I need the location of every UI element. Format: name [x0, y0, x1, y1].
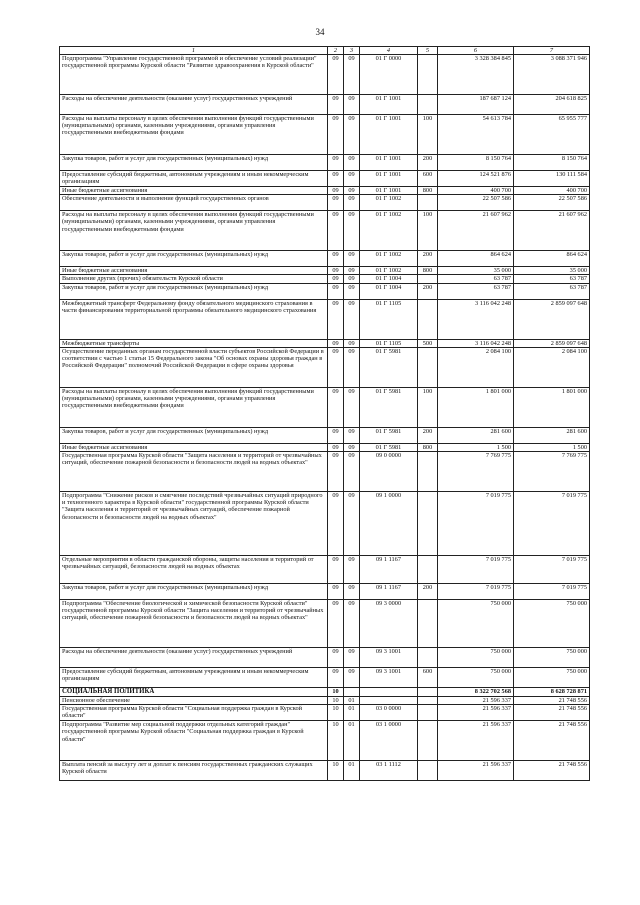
table-row [60, 600, 590, 648]
expense-type-cell: 200 [418, 251, 438, 267]
expense-type-cell [418, 705, 438, 721]
amount-year2-cell: 21 607 962 [514, 211, 590, 251]
amount-year1-cell: 750 000 [438, 648, 514, 668]
table-row [60, 668, 590, 688]
subsection-code-cell: 09 [344, 211, 360, 251]
expense-type-cell [418, 299, 438, 339]
subsection-code-cell: 09 [344, 115, 360, 155]
section-code-cell: 09 [328, 195, 344, 211]
subsection-code-cell: 09 [344, 427, 360, 443]
section-code-cell: 09 [328, 668, 344, 688]
subsection-code-cell: 09 [344, 600, 360, 648]
expense-type-cell: 100 [418, 115, 438, 155]
expense-type-cell: 100 [418, 387, 438, 427]
amount-year1-cell: 8 322 702 568 [438, 688, 514, 697]
row-name-cell: Расходы на обеспечение деятельности (оказание услуг) государственных учреждений [60, 95, 328, 115]
row-name-cell: Межбюджетные трансферты [60, 339, 328, 347]
table-row [60, 584, 590, 600]
column-header: 6 [438, 47, 514, 55]
section-code-cell: 09 [328, 387, 344, 427]
table-row [60, 211, 590, 251]
target-article-cell: 01 Г 5981 [360, 427, 418, 443]
target-article-cell: 01 Г 1002 [360, 267, 418, 275]
target-article-cell: 01 Г 1002 [360, 195, 418, 211]
amount-year1-cell: 124 521 876 [438, 171, 514, 187]
amount-year1-cell: 54 613 784 [438, 115, 514, 155]
amount-year1-cell: 1 500 [438, 443, 514, 451]
amount-year1-cell: 21 596 337 [438, 697, 514, 705]
target-article-cell: 09 3 0000 [360, 600, 418, 648]
section-code-cell: 09 [328, 187, 344, 195]
subsection-code-cell: 09 [344, 347, 360, 387]
amount-year1-cell: 63 787 [438, 283, 514, 299]
amount-year2-cell: 130 111 584 [514, 171, 590, 187]
expense-type-cell [418, 95, 438, 115]
amount-year2-cell: 35 000 [514, 267, 590, 275]
target-article-cell: 03 1 1112 [360, 761, 418, 781]
row-name-cell: Пенсионное обеспечение [60, 697, 328, 705]
table-row [60, 697, 590, 705]
subsection-code-cell: 09 [344, 584, 360, 600]
row-name-cell: Предоставление субсидий бюджетным, автономным учреждениям и иным некоммерческим организациям [60, 171, 328, 187]
table-row [60, 275, 590, 283]
row-name-cell: Государственная программа Курской области "Защита населения и территорий от чрезвычайных ситуаций, обеспечение пожарной безопасности и безопасности людей на водных объектах" [60, 452, 328, 492]
row-name-cell: Подпрограмма "Обеспечение биологической и химической безопасности Курской области" государственной программы Курской области "Защита населения и территорий от чрезвычайных ситуаций, обеспечение пожарной безопасности и безопасности людей на водных объектах" [60, 600, 328, 648]
expense-type-cell [418, 697, 438, 705]
target-article-cell: 01 Г 1001 [360, 95, 418, 115]
amount-year1-cell: 750 000 [438, 600, 514, 648]
expense-type-cell [418, 761, 438, 781]
subsection-code-cell: 09 [344, 95, 360, 115]
amount-year2-cell: 8 628 728 871 [514, 688, 590, 697]
target-article-cell: 01 Г 1001 [360, 187, 418, 195]
target-article-cell: 01 Г 1004 [360, 275, 418, 283]
column-header: 3 [344, 47, 360, 55]
expense-type-cell [418, 600, 438, 648]
amount-year2-cell: 63 787 [514, 283, 590, 299]
column-header: 7 [514, 47, 590, 55]
table-row [60, 443, 590, 451]
row-name-cell: Выплата пенсий за выслугу лет и доплат к пенсиям государственных гражданских служащих Курской области [60, 761, 328, 781]
expense-type-cell: 600 [418, 171, 438, 187]
amount-year2-cell: 750 000 [514, 648, 590, 668]
row-name-cell: Иные бюджетные ассигнования [60, 267, 328, 275]
table-row [60, 251, 590, 267]
subsection-code-cell: 09 [344, 668, 360, 688]
section-code-cell: 10 [328, 688, 344, 697]
table-row [60, 556, 590, 584]
target-article-cell: 03 1 0000 [360, 721, 418, 761]
row-name-cell: Обеспечение деятельности и выполнение функций государственных органов [60, 195, 328, 211]
amount-year2-cell: 7 019 775 [514, 584, 590, 600]
subsection-code-cell: 09 [344, 556, 360, 584]
amount-year2-cell: 7 769 775 [514, 452, 590, 492]
expense-type-cell [418, 492, 438, 556]
subsection-code-cell: 09 [344, 275, 360, 283]
table-row [60, 387, 590, 427]
table-row [60, 187, 590, 195]
amount-year1-cell: 63 787 [438, 275, 514, 283]
target-article-cell: 01 Г 1002 [360, 251, 418, 267]
row-name-cell: Закупка товаров, работ и услуг для государственных (муниципальных) нужд [60, 155, 328, 171]
target-article-cell: 09 3 1001 [360, 668, 418, 688]
row-name-cell: Межбюджетный трансферт Федеральному фонду обязательного медицинского страхования в части финансирования территориальной программы обязательного медицинского страхования [60, 299, 328, 339]
amount-year2-cell: 7 019 775 [514, 492, 590, 556]
target-article-cell: 03 0 0000 [360, 705, 418, 721]
expense-type-cell [418, 452, 438, 492]
amount-year2-cell: 21 748 556 [514, 721, 590, 761]
row-name-cell: Осуществление переданных органам государственной власти субъектов Российской Федерации в соответствии с частью 1 статьи 15 Федерального закона "Об основах охраны здоровья граждан в Российской Федерации" полномочий Российской Федерации в сфере охраны здоровья [60, 347, 328, 387]
table-header-row [60, 47, 590, 55]
amount-year1-cell: 864 624 [438, 251, 514, 267]
expense-type-cell [418, 721, 438, 761]
page-number: 34 [315, 27, 325, 37]
expense-type-cell [418, 648, 438, 668]
section-code-cell: 09 [328, 427, 344, 443]
target-article-cell: 01 Г 1004 [360, 283, 418, 299]
section-code-cell: 09 [328, 155, 344, 171]
row-name-cell: Иные бюджетные ассигнования [60, 443, 328, 451]
subsection-code-cell: 09 [344, 452, 360, 492]
table-row [60, 492, 590, 556]
section-code-cell: 09 [328, 556, 344, 584]
target-article-cell: 09 1 0000 [360, 492, 418, 556]
amount-year1-cell: 3 116 042 248 [438, 299, 514, 339]
expense-type-cell: 200 [418, 584, 438, 600]
table-row [60, 195, 590, 211]
expense-type-cell: 500 [418, 339, 438, 347]
subsection-code-cell: 01 [344, 697, 360, 705]
expense-type-cell: 600 [418, 668, 438, 688]
column-header: 4 [360, 47, 418, 55]
target-article-cell: 01 Г 1105 [360, 299, 418, 339]
table-row [60, 452, 590, 492]
amount-year1-cell: 21 596 337 [438, 705, 514, 721]
amount-year2-cell: 65 955 777 [514, 115, 590, 155]
section-code-cell: 09 [328, 171, 344, 187]
row-name-cell: Подпрограмма "Снижение рисков и смягчение последствий чрезвычайных ситуаций природного и техногенного характера в Курской области" государственной программы Курской области "Защита населения и территорий от чрезвычайных ситуаций, обеспечение пожарной безопасности и безопасности людей на водных объектах" [60, 492, 328, 556]
target-article-cell: 09 1 1167 [360, 556, 418, 584]
section-code-cell: 09 [328, 648, 344, 668]
target-article-cell: 09 3 1001 [360, 648, 418, 668]
subsection-code-cell: 09 [344, 299, 360, 339]
section-code-cell: 09 [328, 584, 344, 600]
amount-year2-cell: 1 801 000 [514, 387, 590, 427]
subsection-code-cell [344, 688, 360, 697]
section-code-cell: 09 [328, 115, 344, 155]
section-code-cell: 10 [328, 697, 344, 705]
subsection-code-cell: 09 [344, 155, 360, 171]
target-article-cell: 01 Г 1002 [360, 211, 418, 251]
amount-year1-cell: 7 019 775 [438, 584, 514, 600]
section-code-cell: 10 [328, 761, 344, 781]
amount-year1-cell: 7 019 775 [438, 492, 514, 556]
row-name-cell: Предоставление субсидий бюджетным, автономным учреждениям и иным некоммерческим организациям [60, 668, 328, 688]
section-code-cell: 09 [328, 275, 344, 283]
expense-type-cell: 100 [418, 211, 438, 251]
expense-type-cell: 800 [418, 187, 438, 195]
amount-year2-cell: 63 787 [514, 275, 590, 283]
table-row [60, 761, 590, 781]
row-name-cell: Отдельные мероприятия в области гражданской обороны, защиты населения и территорий от чрезвычайных ситуаций, безопасности людей на водных объектах [60, 556, 328, 584]
expense-type-cell [418, 347, 438, 387]
budget-table [59, 46, 590, 781]
subsection-code-cell: 09 [344, 492, 360, 556]
amount-year1-cell: 7 769 775 [438, 452, 514, 492]
amount-year1-cell: 400 700 [438, 187, 514, 195]
row-name-cell: Подпрограмма "Управление государственной программой и обеспечение условий реализации" государственной программы Курской области "Развитие здравоохранения в Курской области" [60, 55, 328, 95]
table-row [60, 171, 590, 187]
table-row [60, 688, 590, 697]
table-row [60, 283, 590, 299]
target-article-cell: 09 1 1167 [360, 584, 418, 600]
section-code-cell: 10 [328, 721, 344, 761]
amount-year1-cell: 21 607 962 [438, 211, 514, 251]
row-name-cell: Расходы на выплаты персоналу в целях обеспечения выполнения функций государственными (муниципальными) органами, казенными учреждениями, органами управления государственными внебюджетными фондами [60, 115, 328, 155]
subsection-code-cell: 09 [344, 387, 360, 427]
table-row [60, 299, 590, 339]
amount-year2-cell: 2 859 097 648 [514, 299, 590, 339]
subsection-code-cell: 09 [344, 195, 360, 211]
amount-year2-cell: 750 000 [514, 668, 590, 688]
column-header: 5 [418, 47, 438, 55]
amount-year2-cell: 204 618 825 [514, 95, 590, 115]
table-row [60, 95, 590, 115]
amount-year2-cell: 750 000 [514, 600, 590, 648]
amount-year2-cell: 7 019 775 [514, 556, 590, 584]
amount-year1-cell: 750 000 [438, 668, 514, 688]
amount-year1-cell: 21 596 337 [438, 761, 514, 781]
section-code-cell: 09 [328, 211, 344, 251]
section-code-cell: 09 [328, 600, 344, 648]
section-code-cell: 09 [328, 283, 344, 299]
row-name-cell: Подпрограмма "Развитие мер социальной поддержки отдельных категорий граждан" государственной программы Курской области "Социальная поддержка граждан в Курской области" [60, 721, 328, 761]
expense-type-cell: 200 [418, 155, 438, 171]
expense-type-cell [418, 195, 438, 211]
row-name-cell: Иные бюджетные ассигнования [60, 187, 328, 195]
target-article-cell [360, 688, 418, 697]
expense-type-cell: 200 [418, 427, 438, 443]
amount-year2-cell: 22 507 586 [514, 195, 590, 211]
expense-type-cell: 200 [418, 283, 438, 299]
amount-year1-cell: 7 019 775 [438, 556, 514, 584]
subsection-code-cell: 09 [344, 55, 360, 95]
column-header: 1 [60, 47, 328, 55]
subsection-code-cell: 01 [344, 705, 360, 721]
row-name-cell: Закупка товаров, работ и услуг для государственных (муниципальных) нужд [60, 251, 328, 267]
section-code-cell: 09 [328, 299, 344, 339]
table-row [60, 267, 590, 275]
expense-type-cell: 800 [418, 443, 438, 451]
section-code-cell: 09 [328, 251, 344, 267]
target-article-cell: 01 Г 1001 [360, 171, 418, 187]
amount-year1-cell: 2 084 100 [438, 347, 514, 387]
row-name-cell: Расходы на выплаты персоналу в целях обеспечения выполнения функций государственными (муниципальными) органами, казенными учреждениями, органами управления государственными внебюджетными фондами [60, 211, 328, 251]
row-name-cell: Закупка товаров, работ и услуг для государственных (муниципальных) нужд [60, 427, 328, 443]
target-article-cell: 01 Г 5981 [360, 443, 418, 451]
table-row [60, 648, 590, 668]
row-name-cell: Закупка товаров, работ и услуг для государственных (муниципальных) нужд [60, 584, 328, 600]
subsection-code-cell: 09 [344, 187, 360, 195]
amount-year2-cell: 21 748 556 [514, 697, 590, 705]
amount-year2-cell: 21 748 556 [514, 761, 590, 781]
subsection-code-cell: 09 [344, 339, 360, 347]
section-code-cell: 09 [328, 492, 344, 556]
row-name-cell: Выполнение других (прочих) обязательств Курской области [60, 275, 328, 283]
subsection-code-cell: 09 [344, 283, 360, 299]
expense-type-cell [418, 556, 438, 584]
amount-year2-cell: 8 150 764 [514, 155, 590, 171]
target-article-cell: 09 0 0000 [360, 452, 418, 492]
target-article-cell: 01 Г 1001 [360, 155, 418, 171]
section-code-cell: 09 [328, 95, 344, 115]
target-article-cell: 01 Г 1105 [360, 339, 418, 347]
table-row [60, 347, 590, 387]
target-article-cell: 01 Г 1001 [360, 115, 418, 155]
subsection-code-cell: 09 [344, 251, 360, 267]
section-code-cell: 09 [328, 443, 344, 451]
row-name-cell: Расходы на обеспечение деятельности (оказание услуг) государственных учреждений [60, 648, 328, 668]
section-code-cell: 09 [328, 267, 344, 275]
expense-type-cell: 800 [418, 267, 438, 275]
expense-type-cell [418, 55, 438, 95]
row-name-cell: Расходы на выплаты персоналу в целях обеспечения выполнения функций государственными (муниципальными) органами, казенными учреждениями, органами управления государственными внебюджетными фондами [60, 387, 328, 427]
amount-year2-cell: 1 500 [514, 443, 590, 451]
table-row [60, 721, 590, 761]
target-article-cell: 01 Г 0000 [360, 55, 418, 95]
expense-type-cell [418, 688, 438, 697]
subsection-code-cell: 09 [344, 648, 360, 668]
row-name-cell: Закупка товаров, работ и услуг для государственных (муниципальных) нужд [60, 283, 328, 299]
target-article-cell [360, 697, 418, 705]
amount-year2-cell: 21 748 556 [514, 705, 590, 721]
table-row [60, 115, 590, 155]
table-row [60, 427, 590, 443]
row-name-cell: Государственная программа Курской области "Социальная поддержка граждан в Курской области" [60, 705, 328, 721]
amount-year1-cell: 3 328 384 845 [438, 55, 514, 95]
subsection-code-cell: 09 [344, 171, 360, 187]
amount-year2-cell: 2 084 100 [514, 347, 590, 387]
expense-type-cell [418, 275, 438, 283]
amount-year2-cell: 864 624 [514, 251, 590, 267]
table-row [60, 55, 590, 95]
amount-year1-cell: 1 801 000 [438, 387, 514, 427]
table-row [60, 155, 590, 171]
amount-year2-cell: 400 700 [514, 187, 590, 195]
subsection-code-cell: 01 [344, 761, 360, 781]
subsection-code-cell: 09 [344, 267, 360, 275]
section-code-cell: 09 [328, 339, 344, 347]
amount-year1-cell: 22 507 586 [438, 195, 514, 211]
column-header: 2 [328, 47, 344, 55]
amount-year1-cell: 8 150 764 [438, 155, 514, 171]
target-article-cell: 01 Г 5981 [360, 347, 418, 387]
subsection-code-cell: 09 [344, 443, 360, 451]
amount-year1-cell: 187 687 124 [438, 95, 514, 115]
row-name-cell: СОЦИАЛЬНАЯ ПОЛИТИКА [60, 688, 328, 697]
subsection-code-cell: 01 [344, 721, 360, 761]
amount-year1-cell: 3 116 042 248 [438, 339, 514, 347]
section-code-cell: 09 [328, 347, 344, 387]
amount-year2-cell: 3 088 371 946 [514, 55, 590, 95]
amount-year2-cell: 2 859 097 648 [514, 339, 590, 347]
amount-year2-cell: 281 600 [514, 427, 590, 443]
amount-year1-cell: 21 596 337 [438, 721, 514, 761]
section-code-cell: 09 [328, 452, 344, 492]
section-code-cell: 10 [328, 705, 344, 721]
section-code-cell: 09 [328, 55, 344, 95]
amount-year1-cell: 281 600 [438, 427, 514, 443]
target-article-cell: 01 Г 5981 [360, 387, 418, 427]
table-row [60, 705, 590, 721]
amount-year1-cell: 35 000 [438, 267, 514, 275]
table-row [60, 339, 590, 347]
